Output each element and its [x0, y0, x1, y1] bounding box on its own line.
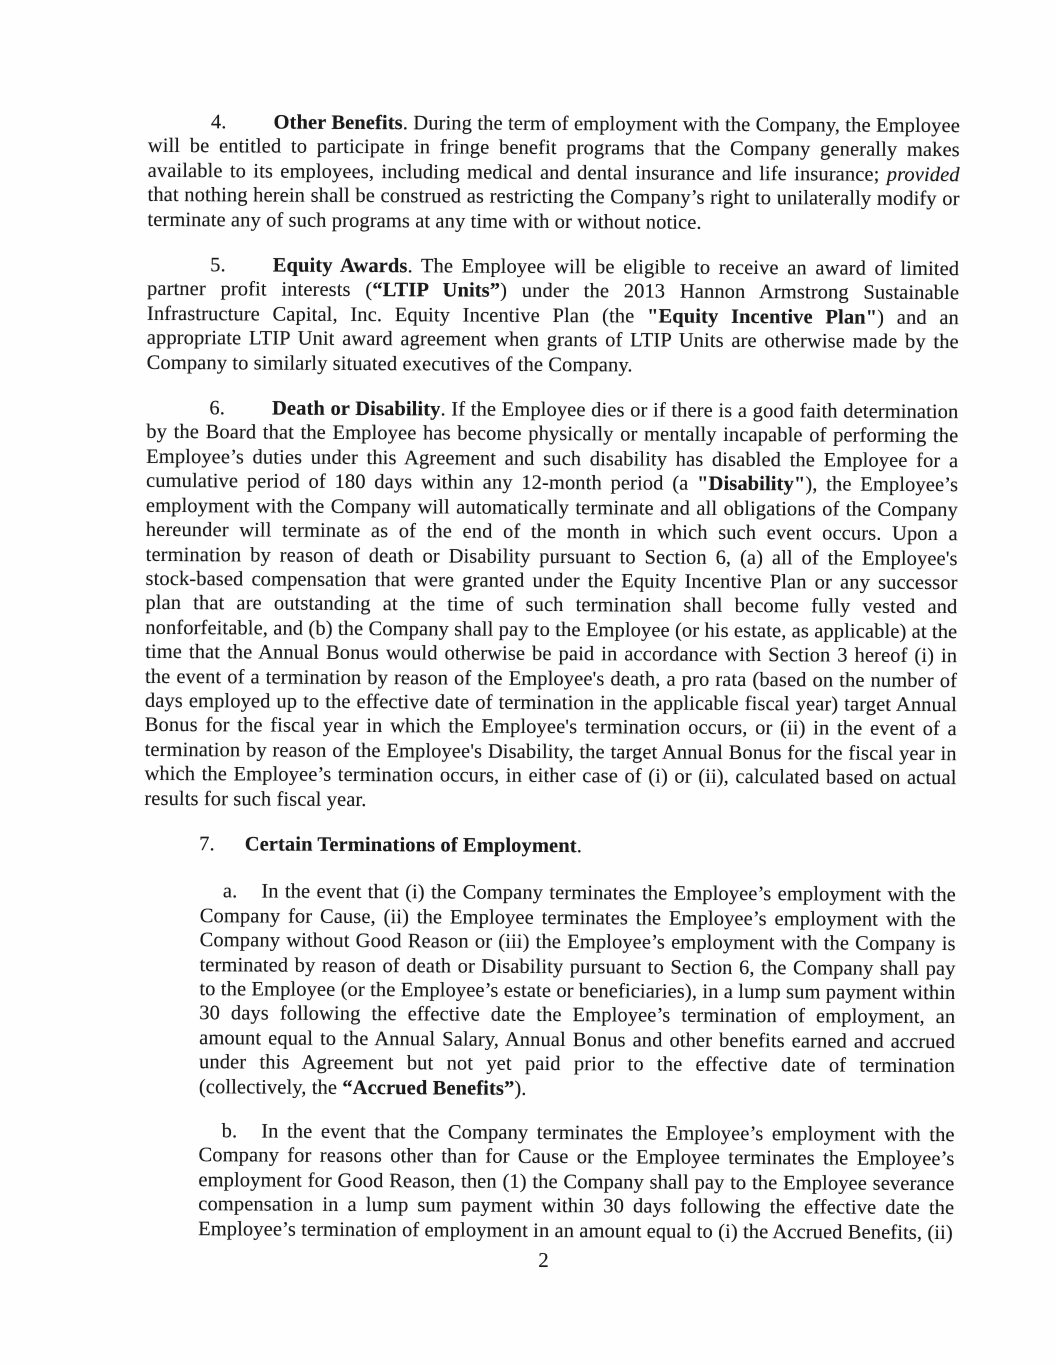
text-run: ), the Employee’s employment with the Company will automatically terminate and all obligations of the Company hereunder will terminate as of the end of the month in which such event occurs. Upon a termination by reason of death or Disability pursuant to Section 6, (a) all of the Employee's stock-based compensation that were granted under the Equity Incentive Plan or any successor plan that are outstanding at the time of such termination shall become fully vested and nonforfeitable, and (b) the Company shall pay to the Employee (or his estate, as applicable) at the time that the Annual Bonus would otherwise be paid in accordance with Section 3 hereof (i) in the event of a termination by reason of the Employee's death, a pro rata (based on the number of days employed up to the effective date of termination in the applicable fiscal year) target Annual Bonus for the fiscal year in which the Employee's termination occurs, or (ii) in the event of a termination by reason of the Employee's Disability, the target Annual Bonus for the fiscal year in which the Employee’s termination occurs, in either case of (i) or (ii), calculated based on actual results for such fiscal year. [144, 473, 959, 811]
paragraph [144, 396, 958, 815]
text-run: “LTIP Units” [372, 279, 501, 303]
text-run: Equity Awards [272, 254, 408, 278]
text-run: "Equity Incentive Plan" [646, 305, 878, 329]
text-run: ) under the 2013 Hannon Armstrong Sustainable Infrastructure Capital, Inc. Equity Incentive Plan (the [146, 280, 960, 328]
text-run: that nothing herein shall be construed as restricting the Company’s right to unilaterally modify or terminate any of such programs at any time with or without notice. [147, 184, 960, 234]
text-run: . The Employee will be eligible to receive an award of limited partner profit interests ( [147, 255, 960, 302]
paragraph [144, 832, 956, 861]
text-run: . If the Employee dies or if there is a good faith determination by the Board that the Employee has become physically or mentally incapable of performing the Employee’s duties under this Agreement and such disability has disabled the Employee for a cumulative period of 180 days within any 12-month period (a [146, 398, 959, 496]
text-run: ) and an appropriate LTIP Unit award agreement when grants of LTIP Units are otherwise made by the Company to similarly situated executives of the Company. [146, 306, 959, 377]
text-run: In the event that the Company terminates the Employee’s employment with the Company for reasons other than for Cause or the Employee terminates the Employee’s employment for Good Reason, then (1) the Company shall pay to the Employee severance compensation in a lump sum payment within 30 days following the effective date the Employee’s termination of employment in an amount equal to (i) the Accrued Benefits, (ii) [198, 1120, 955, 1244]
text-run: In the event that (i) the Company terminates the Employee’s employment with the Company for Cause, (ii) the Employee terminates the Employee’s employment with the Company without Good Reason or (iii) the Employee’s employment with the Company is terminated by reason of death or Disability pursuant to Section 6, the Company shall pay to the Employee (or the Employee’s estate or beneficiaries), in a lump sum payment within 30 days following the effective date the Employee’s termination of employment, an amount equal to the Annual Salary, Annual Bonus and other benefits earned and accrued under this Agreement but not yet paid prior to the effective date of termination (collectively, the [198, 880, 956, 1099]
paragraph [147, 253, 960, 379]
text-run: Certain Terminations of Employment [244, 833, 577, 858]
text-run: "Disability" [697, 473, 806, 496]
section-number: 5. [210, 254, 226, 277]
section-number: 4. [210, 111, 227, 134]
text-run: . During the term of employment with the Company, the Employee will be entitled to participate in fringe benefit programs that the Company generally makes available to its employees, including medical and dental insurance and life insurance; [147, 112, 960, 186]
paragraph [199, 880, 956, 1104]
paragraph [198, 1119, 955, 1245]
text-run: Death or Disability [271, 397, 441, 421]
text-run: . [576, 835, 583, 858]
section-number: 7. [199, 833, 215, 856]
section-number: a. [222, 880, 238, 903]
document-body [142, 110, 960, 1265]
text-run: ). [514, 1077, 527, 1100]
text-run: “Accrued Benefits” [342, 1076, 515, 1100]
text-run: provided [886, 163, 960, 186]
section-number: 6. [209, 397, 226, 420]
text-run: Other Benefits [273, 111, 403, 135]
section-number: b. [221, 1120, 238, 1143]
page-number: 2 [538, 1248, 549, 1272]
paragraph [147, 110, 960, 236]
